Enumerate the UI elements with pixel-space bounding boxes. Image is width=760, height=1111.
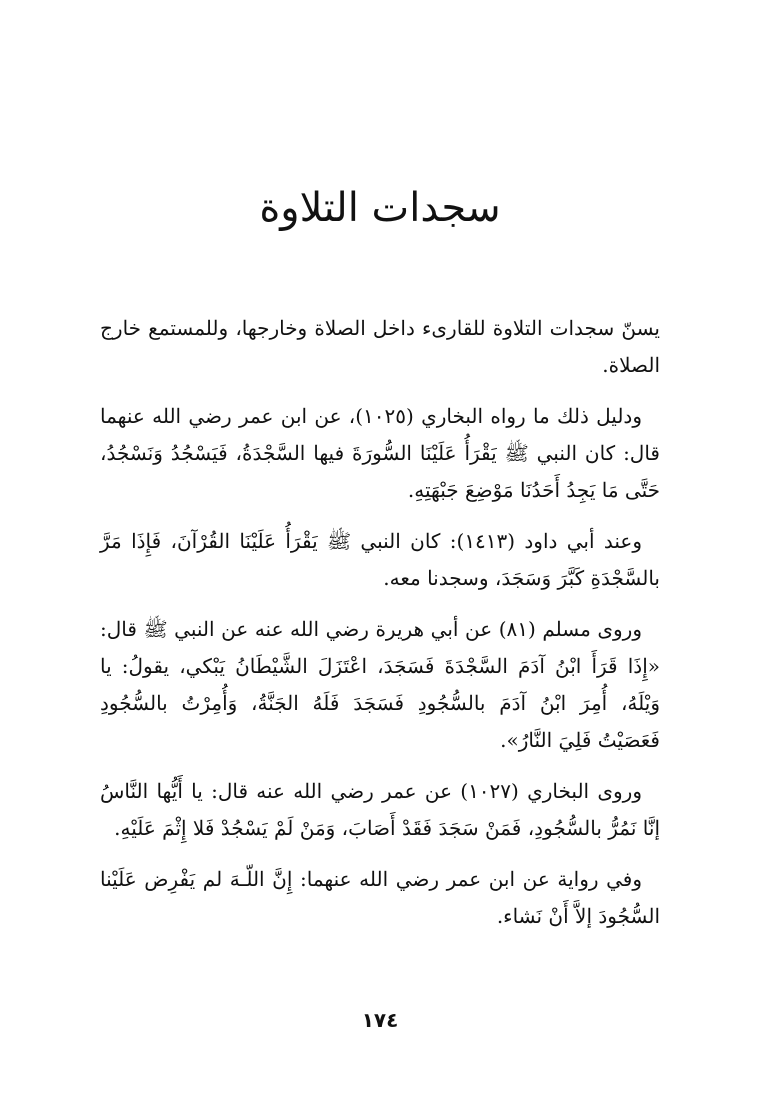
paragraph-ibn-umar-narration: وفي رواية عن ابن عمر رضي الله عنهما: إِنَّ اللّـهَ لم يَفْرِض عَلَيْنا السُّجُودَ إلاَّ أَنْ نَشاء. — [100, 867, 660, 928]
paragraph-abu-dawud-1413: وعند أبي داود (١٤١٣): كان النبي ﷺ يَقْرَأُ عَلَيْنَا القُرْآنَ، فَإِذَا مَرَّ بالسَّجْدَةِ كَبَّرَ وَسَجَدَ، وسجدنا معه. — [100, 529, 660, 590]
paragraph-bukhari-1025: ودليل ذلك ما رواه البخاري (١٠٢٥)، عن ابن عمر رضي الله عنهما قال: كان النبي ﷺ يَقْرَأُ عَلَيْنَا السُّورَةَ فيها السَّجْدَةُ، فَيَسْجُدُ وَنَسْجُدُ، حَتَّى مَا يَجِدُ أَحَدُنَا مَوْضِعَ جَبْهَتِهِ. — [100, 404, 660, 502]
paragraph-intro: يسنّ سجدات التلاوة للقارىء داخل الصلاة وخارجها، وللمستمع خارج الصلاة. — [100, 316, 660, 377]
body-text — [100, 310, 660, 949]
chapter-title: سجدات التلاوة — [259, 185, 501, 231]
paragraph-muslim-81: وروى مسلم (٨١) عن أبي هريرة رضي الله عنه عن النبي ﷺ قال: «إِذَا قَرَأَ ابْنُ آدَمَ السَّجْدَةَ فَسَجَدَ، اعْتَزَلَ الشَّيْطَانُ يَبْكي، يقولُ: يا وَيْلَهُ، أُمِرَ ابْنُ آدَمَ بالسُّجُودِ فَسَجَدَ فَلَهُ الجَنَّةُ، وَأُمِرْتُ بالسُّجُودِ فَعَصَيْتُ فَلِيَ النَّارُ». — [100, 617, 660, 752]
paragraph-bukhari-1027: وروى البخاري (١٠٢٧) عن عمر رضي الله عنه قال: يا أَيُّها النَّاسُ إنَّا نَمُرُّ بالسُّجُودِ، فَمَنْ سَجَدَ فَقَدْ أَصَابَ، وَمَنْ لَمْ يَسْجُدْ فَلا إِثْمَ عَلَيْهِ. — [100, 779, 660, 840]
page-number: ١٧٤ — [361, 1008, 399, 1032]
